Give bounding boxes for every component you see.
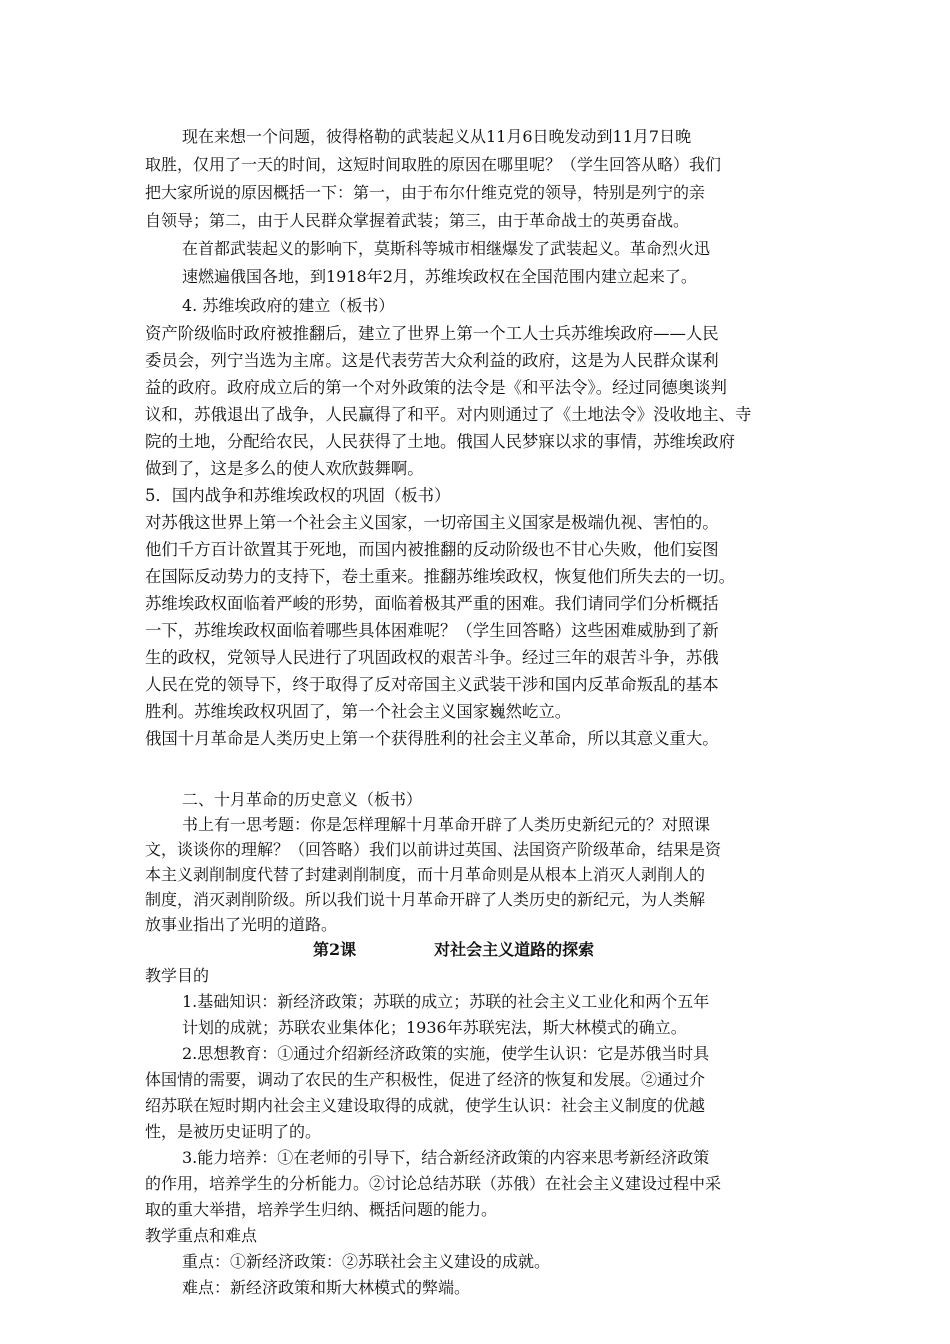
paragraph-line: 速燃遍俄国各地，到1918年2月，苏维埃政权在全国范围内建立起来了。	[182, 267, 697, 287]
paragraph-line: 资产阶级临时政府被推翻后，建立了世界上第一个工人士兵苏维埃政府——人民	[145, 323, 719, 343]
paragraph-line: 胜利。苏维埃政权巩固了，第一个社会主义国家巍然屹立。	[145, 701, 572, 721]
paragraph-line: 本主义剥削制度代替了封建剥削制度，而十月革命则是从根本上消灭人剥削人的	[145, 864, 706, 884]
paragraph-line: 体国情的需要，调动了农民的生产积极性，促进了经济的恢复和发展。②通过介	[145, 1069, 706, 1089]
paragraph-line: 3.能力培养：①在老师的引导下，结合新经济政策的内容来思考新经济政策	[182, 1147, 710, 1167]
paragraph-line: 取胜，仅用了一天的时间，这短时间取胜的原因在哪里呢？（学生回答从略）我们	[145, 155, 722, 175]
paragraph-line: 取的重大举措，培养学生归纳、概括问题的能力。	[145, 1199, 498, 1219]
subheading-civil-war: 5．国内战争和苏维埃政权的巩固（板书）	[145, 485, 451, 505]
subheading-soviet-government: 4. 苏维埃政府的建立（板书）	[182, 295, 395, 315]
paragraph-line: 文，谈谈你的理解？（回答略）我们以前讲过英国、法国资产阶级革命，结果是资	[145, 839, 722, 859]
paragraph-line: 重点：①新经济政策：②苏联社会主义建设的成就。	[182, 1251, 551, 1271]
paragraph-line: 院的土地，分配给农民，人民获得了土地。俄国人民梦寐以求的事情，苏维埃政府	[145, 431, 736, 451]
paragraph-line: 绍苏联在短时期内社会主义建设取得的成就，使学生认识：社会主义制度的优越	[145, 1095, 706, 1115]
section-historical-significance	[145, 787, 810, 937]
paragraph-line: 性，是被历史证明了的。	[145, 1121, 322, 1141]
paragraph-line: 人民在党的领导下，终于取得了反对帝国主义武装干涉和国内反革命叛乱的基本	[145, 674, 719, 694]
paragraph-line: 益的政府。政府成立后的第一个对外政策的法令是《和平法令》。经过同德奥谈判	[145, 377, 727, 397]
paragraph-line: 难点：新经济政策和斯大林模式的弊端。	[182, 1277, 471, 1297]
lesson-number: 第2课	[313, 939, 357, 959]
paragraph-line: 自领导；第二，由于人民群众掌握着武装；第三，由于革命战士的英勇奋战。	[145, 211, 690, 231]
section-soviet-government	[145, 320, 810, 752]
paragraph-line: 放事业指出了光明的道路。	[145, 914, 338, 934]
paragraph-line: 一下，苏维埃政权面临着哪些具体困难呢？（学生回答略）这些困难威胁到了新	[145, 620, 719, 640]
paragraph-line: 在首都武装起义的影响下，莫斯科等城市相继爆发了武装起义。革命烈火迅	[182, 239, 711, 259]
document-body	[145, 123, 810, 1301]
paragraph-line: 把大家所说的原因概括一下：第一，由于布尔什维克党的领导，特别是列宁的亲	[145, 183, 706, 203]
paragraph-line: 书上有一思考题：你是怎样理解十月革命开辟了人类历史新纪元的？对照课	[182, 814, 711, 834]
paragraph-line: 做到了，这是多么的使人欢欣鼓舞啊。	[145, 458, 424, 478]
lesson-title	[145, 937, 810, 963]
paragraph-line: 他们千方百计欲置其于死地，而国内被推翻的反动阶级也不甘心失败，他们妄图	[145, 539, 719, 559]
paragraph-line: 俄国十月革命是人类历史上第一个获得胜利的社会主义革命，所以其意义重大。	[145, 728, 719, 748]
heading-teaching-goals: 教学目的	[145, 965, 210, 985]
paragraph-line: 生的政权，党领导人民进行了巩固政权的艰苦斗争。经过三年的艰苦斗争，苏俄	[145, 647, 719, 667]
paragraph-line: 计划的成就；苏联农业集体化；1936年苏联宪法，斯大林模式的确立。	[182, 1017, 687, 1037]
lesson-name: 对社会主义道路的探索	[434, 939, 595, 959]
section-armed-uprising	[145, 123, 810, 320]
paragraph-line: 1.基础知识：新经济政策；苏联的成立；苏联的社会主义工业化和两个五年	[182, 991, 710, 1011]
paragraph-line: 2.思想教育：①通过介绍新经济政策的实施，使学生认识：它是苏俄当时具	[182, 1043, 710, 1063]
section-teaching-goals	[145, 963, 810, 1301]
paragraph-line: 对苏俄这世界上第一个社会主义国家，一切帝国主义国家是极端仇视、害怕的。	[145, 512, 719, 532]
paragraph-line: 现在来想一个问题，彼得格勒的武装起义从11月6日晚发动到11月7日晚	[182, 127, 692, 146]
paragraph-line: 议和，苏俄退出了战争，人民赢得了和平。对内则通过了《土地法令》没收地主、寺	[145, 404, 752, 424]
paragraph-line: 苏维埃政权面临着严峻的形势，面临着极其严重的困难。我们请同学们分析概括	[145, 593, 719, 613]
paragraph-line: 制度，消灭剥削阶级。所以我们说十月革命开辟了人类历史的新纪元，为人类解	[145, 889, 706, 909]
heading-key-points: 教学重点和难点	[145, 1225, 258, 1245]
blank-line	[145, 752, 810, 787]
paragraph-line: 的作用，培养学生的分析能力。②讨论总结苏联（苏俄）在社会主义建设过程中采	[145, 1173, 722, 1193]
paragraph-line: 委员会，列宁当选为主席。这是代表劳苦大众利益的政府，这是为人民群众谋利	[145, 350, 719, 370]
subheading-historical-significance: 二、十月革命的历史意义（板书）	[182, 789, 423, 809]
paragraph-line: 在国际反动势力的支持下，卷土重来。推翻苏维埃政权，恢复他们所失去的一切。	[145, 566, 736, 586]
